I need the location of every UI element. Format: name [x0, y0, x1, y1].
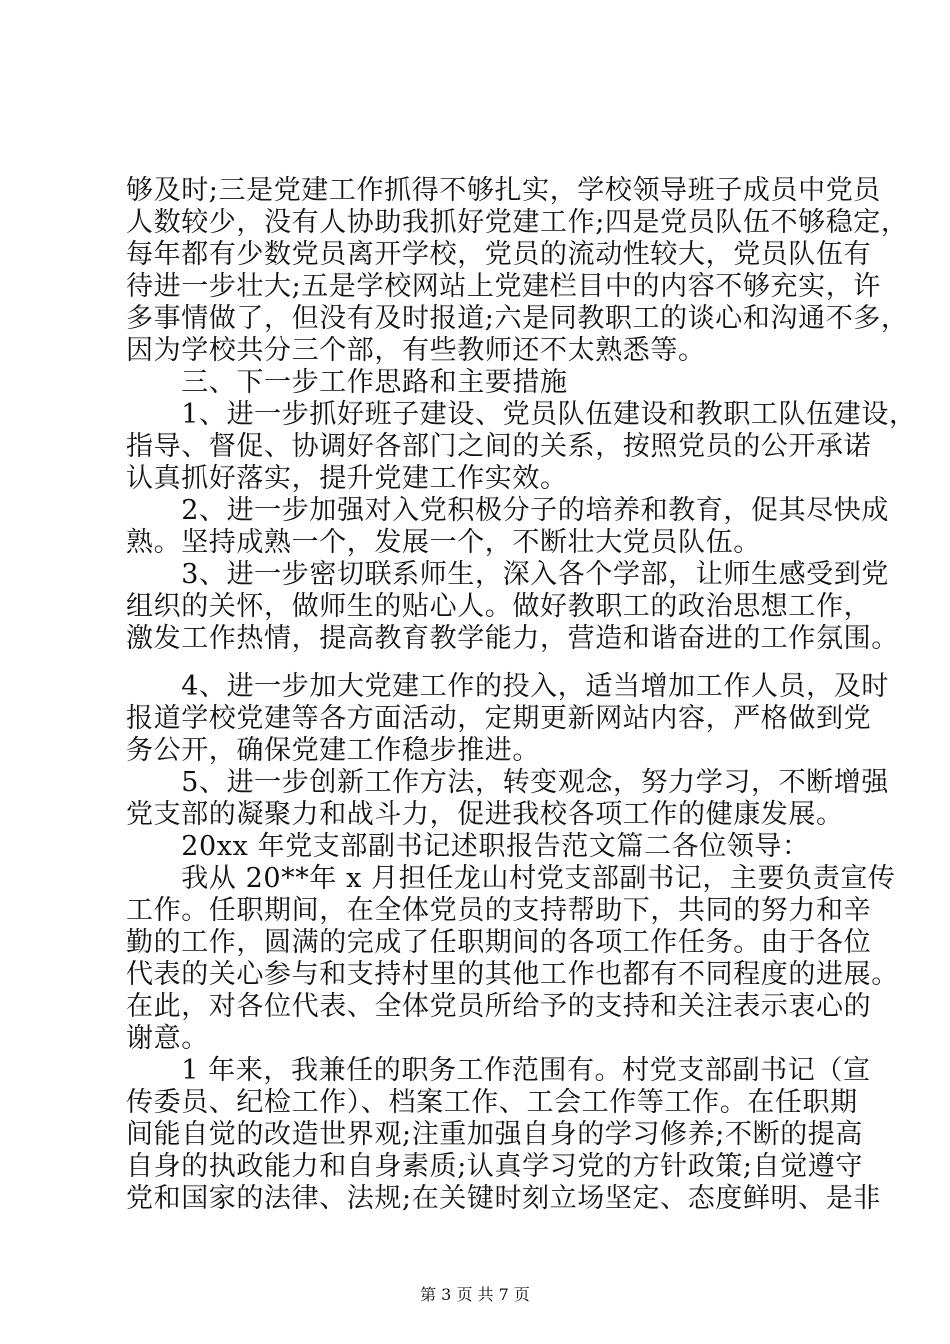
body-text-line: 1、进一步抓好班子建设、党员队伍建设和教职工队伍建设， [126, 399, 917, 430]
body-text-line: 自身的执政能力和自身素质;认真学习党的方针政策;自觉遵守 [126, 1151, 863, 1182]
body-text-line: 代表的关心参与和支持村里的其他工作也都有不同程度的进展。 [126, 959, 899, 990]
body-text-line: 够及时;三是党建工作抓得不够扎实，学校领导班子成员中党员 [126, 175, 881, 206]
body-text-line: 传委员、纪检工作）、档案工作、工会工作等工作。在任职期 [126, 1087, 858, 1118]
body-text-line: 党支部的凝聚力和战斗力，促进我校各项工作的健康发展。 [126, 799, 844, 830]
body-text-line: 激发工作热情，提高教育教学能力，营造和谐奋进的工作氛围。 [126, 623, 899, 654]
body-text-line: 5、进一步创新工作方法，转变观念，努力学习，不断增强 [126, 767, 889, 798]
body-text-line: 1 年来，我兼任的职务工作范围有。村党支部副书记（宣 [126, 1055, 871, 1086]
body-text-line: 4、进一步加大党建工作的投入，适当增加工作人员，及时 [126, 671, 889, 702]
body-text-line: 勤的工作，圆满的完成了任职期间的各项工作任务。由于各位 [126, 927, 872, 958]
body-text-line: 因为学校共分三个部，有些教师还不太熟悉等。 [126, 335, 706, 366]
body-text-line: 熟。坚持成熟一个，发展一个，不断壮大党员队伍。 [126, 527, 761, 558]
body-text-line: 党和国家的法律、法规;在关键时刻立场坚定、态度鲜明、是非 [126, 1183, 881, 1214]
section-heading: 三、下一步工作思路和主要措施 [126, 367, 568, 398]
body-text-line: 人数较少，没有人协助我抓好党建工作;四是党员队伍不够稳定， [126, 207, 909, 238]
body-text-line: 认真抓好落实，提升党建工作实效。 [126, 463, 568, 494]
body-text-line: 间能自觉的改造世界观;注重加强自身的学习修养;不断的提高 [126, 1119, 863, 1150]
body-text-line: 3、进一步密切联系师生，深入各个学部，让师生感受到党 [126, 559, 889, 590]
body-text-line: 待进一步壮大;五是学校网站上党建栏目中的内容不够充实，许 [126, 271, 881, 302]
body-text-line: 工作。任职期间，在全体党员的支持帮助下，共同的努力和辛 [126, 895, 872, 926]
body-text-line: 谢意。 [126, 1023, 209, 1054]
body-text-line: 指导、督促、协调好各部门之间的关系，按照党员的公开承诺 [126, 431, 872, 462]
body-text-line: 多事情做了，但没有及时报道;六是同教职工的谈心和沟通不多， [126, 303, 909, 334]
body-text-line: 组织的关怀，做师生的贴心人。做好教职工的政治思想工作， [126, 591, 872, 622]
body-text-line: 在此，对各位代表、全体党员所给予的支持和关注表示衷心的 [126, 991, 872, 1022]
page-number-footer: 第 3 页 共 7 页 [420, 1285, 530, 1304]
body-text-line: 务公开，确保党建工作稳步推进。 [126, 735, 540, 766]
body-text-line: 报道学校党建等各方面活动，定期更新网站内容，严格做到党 [126, 703, 872, 734]
body-text-line: 我从 20**年 x 月担任龙山村党支部副书记，主要负责宣传 [126, 863, 896, 894]
body-text-line: 每年都有少数党员离开学校，党员的流动性较大，党员队伍有 [126, 239, 872, 270]
article-title-line: 20xx 年党支部副书记述职报告范文篇二各位领导： [126, 831, 810, 862]
body-text-line: 2、进一步加强对入党积极分子的培养和教育，促其尽快成 [126, 495, 889, 526]
